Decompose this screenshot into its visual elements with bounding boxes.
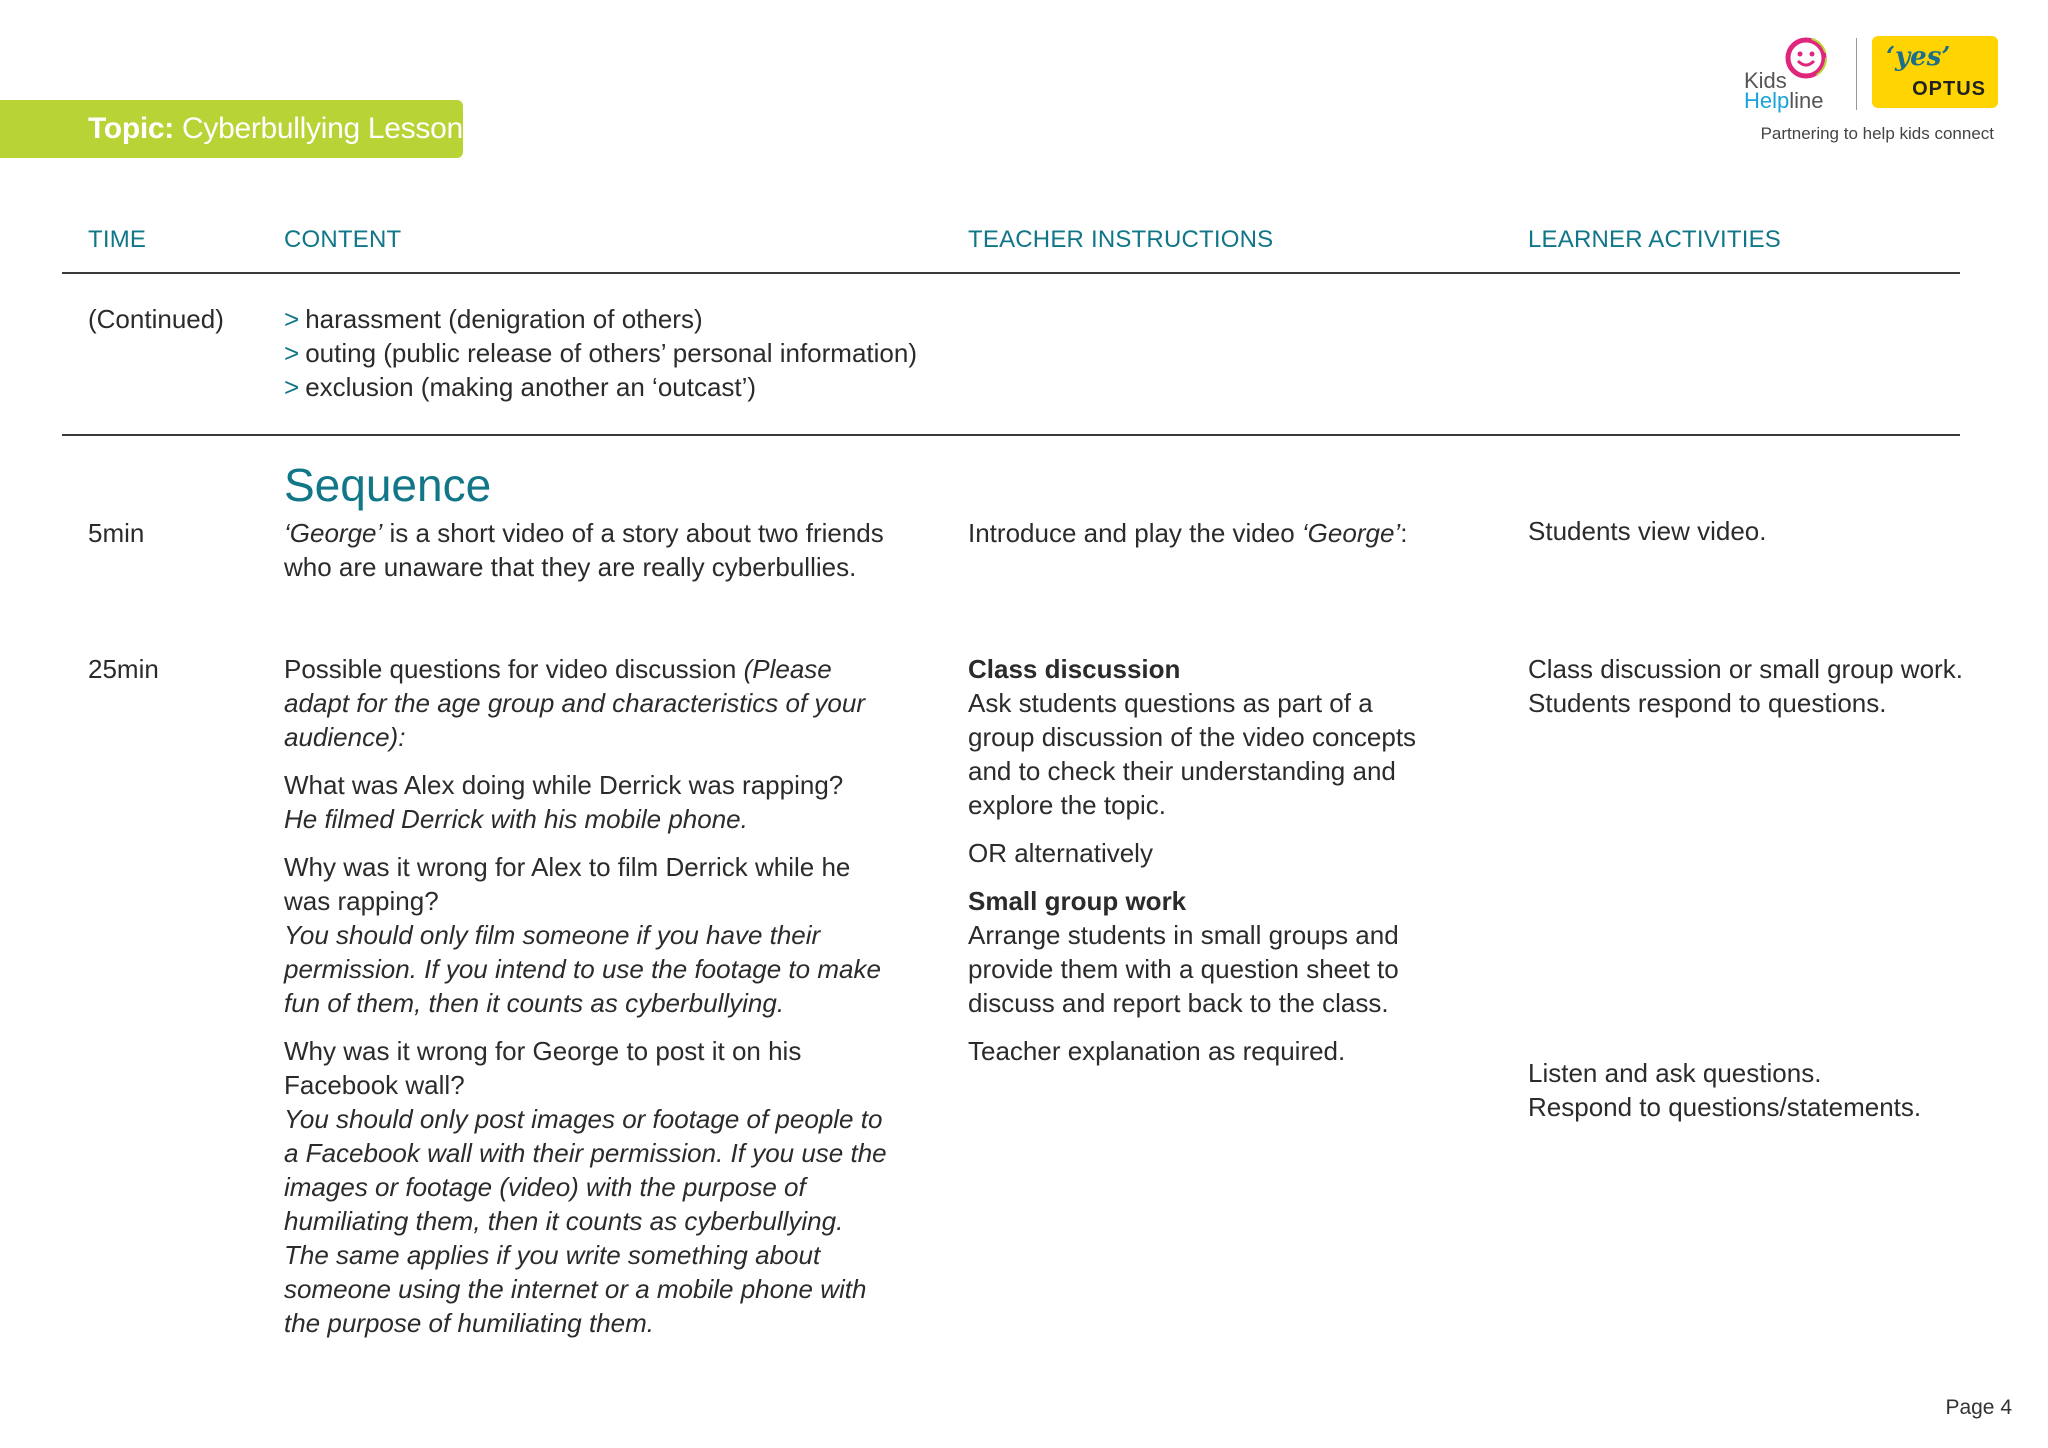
- topic-title: Cyberbullying Lesson 1: [88, 112, 463, 203]
- questions-intro: Possible questions for video discussion (Please adapt for the age group and characteristics of your audience):: [284, 654, 866, 752]
- partner-logos: [1744, 34, 2004, 144]
- header-learner: LEARNER ACTIVITIES: [1528, 226, 1781, 253]
- page-number: Page 4: [1945, 1396, 2012, 1419]
- time-continued: (Continued): [88, 304, 224, 334]
- sequence-heading: Sequence: [284, 459, 492, 511]
- class-discussion-text: Ask students questions as part of a group discussion of the video concepts and to check their understanding and explore the topic.: [968, 688, 1417, 820]
- list-item: > outing (public release of others’ personal information): [284, 338, 917, 368]
- learner-5min: Students view video.: [1528, 516, 1767, 546]
- content-5min: ‘George’ is a short video of a story about two friends who are unaware that they are really cyberbullies.: [284, 518, 884, 582]
- teacher-5min: Introduce and play the video ‘George’:: [968, 518, 1408, 548]
- kids-wordmark-line1: Kids: [1744, 68, 1787, 93]
- kids-helpline-logo: [1744, 36, 1848, 116]
- optus-wordmark: OPTUS: [1912, 78, 1986, 100]
- class-discussion-heading: Class discussion: [968, 654, 1181, 684]
- question-2: Why was it wrong for Alex to film Derrick while he was rapping?: [284, 852, 851, 916]
- kids-wordmark-line2: Helpline: [1744, 88, 1824, 113]
- teacher-explanation: Teacher explanation as required.: [968, 1036, 1346, 1066]
- learner-line: Class discussion or small group work.: [1528, 654, 1963, 684]
- answer-1: He filmed Derrick with his mobile phone.: [284, 804, 748, 834]
- learner-line: Respond to questions/statements.: [1528, 1092, 1922, 1122]
- small-group-text: Arrange students in small groups and provide them with a question sheet to discuss and report back to the class.: [968, 920, 1399, 1018]
- teacher-25min: [968, 652, 1438, 1068]
- continued-list: [284, 302, 924, 404]
- content-25min: [284, 652, 894, 1340]
- topic-label: Topic:: [88, 112, 174, 145]
- small-group-heading: Small group work: [968, 886, 1187, 916]
- topic-banner: [0, 100, 463, 203]
- logo-divider: [1856, 38, 1857, 110]
- header-rule: [62, 272, 1960, 274]
- optus-logo: [1872, 36, 1998, 108]
- section-rule: [62, 434, 1960, 436]
- video-title: ‘George’: [284, 518, 383, 548]
- learner-line: Students respond to questions.: [1528, 688, 1887, 718]
- time-5min: 5min: [88, 518, 145, 548]
- learner-line: Listen and ask questions.: [1528, 1058, 1822, 1088]
- header-content: CONTENT: [284, 226, 402, 253]
- question-1: What was Alex doing while Derrick was rapping?: [284, 770, 844, 800]
- answer-3: You should only post images or footage of people to a Facebook wall with their permission. If you use the images or footage (video) with the purpose of humiliating them, then it counts as cyberbullying. The same applies if you write something about someone using the internet or a mobile phone with the purpose of humiliating them.: [284, 1104, 887, 1338]
- learner-25min-a: [1528, 652, 1998, 720]
- partner-tagline: Partnering to help kids connect: [1760, 124, 1994, 143]
- time-25min: 25min: [88, 654, 159, 684]
- list-item: > harassment (denigration of others): [284, 304, 703, 334]
- optus-yes-mark: ‘yes’: [1886, 42, 1951, 72]
- smiley-icon: [1784, 36, 1828, 80]
- learner-25min-b: [1528, 1056, 1998, 1124]
- header-teacher: TEACHER INSTRUCTIONS: [968, 226, 1274, 253]
- list-item: > exclusion (making another an ‘outcast’): [284, 372, 757, 402]
- question-3: Why was it wrong for George to post it on his Facebook wall?: [284, 1036, 802, 1100]
- header-time: TIME: [88, 226, 147, 253]
- or-alternatively: OR alternatively: [968, 838, 1153, 868]
- answer-2: You should only film someone if you have their permission. If you intend to use the footage to make fun of them, then it counts as cyberbullying.: [284, 920, 881, 1018]
